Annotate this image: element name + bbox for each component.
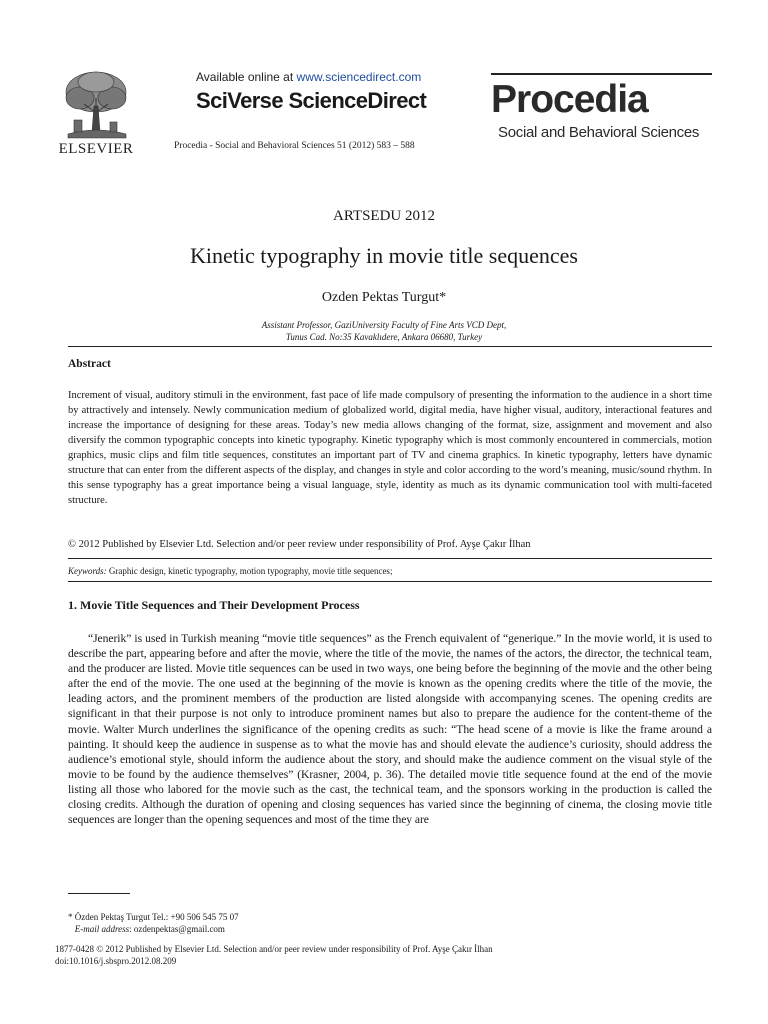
- footnote-rule: [68, 893, 130, 894]
- footnote-email: [68, 923, 239, 935]
- availability-line: [196, 70, 421, 84]
- email-label: E-mail address: [74, 924, 130, 934]
- journal-citation: Procedia - Social and Behavioral Sciences 51 (2012) 583 – 588: [174, 141, 415, 151]
- keywords-bottom-rule: [68, 581, 712, 582]
- doi-line: doi:10.1016/j.sbspro.2012.08.209: [55, 956, 177, 966]
- keywords-list: Graphic design, kinetic typography, motion typography, movie title sequences;: [106, 566, 393, 576]
- affiliation-line-2: Tunus Cad. No:35 Kavaklıdere, Ankara 06680, Turkey: [285, 332, 483, 342]
- issn-footer: [55, 943, 493, 967]
- journal-header-rule: [491, 73, 712, 75]
- section-1-heading: 1. Movie Title Sequences and Their Development Process: [68, 598, 360, 612]
- sciencedirect-link[interactable]: www.sciencedirect.com: [296, 70, 422, 84]
- abstract-copyright: © 2012 Published by Elsevier Ltd. Selection and/or peer review under responsibility of Prof. Ayşe Çakır İlhan: [68, 539, 531, 550]
- paper-author: Ozden Pektas Turgut*: [321, 290, 447, 305]
- keywords-label: Keywords:: [68, 566, 107, 576]
- availability-prefix: Available online at: [196, 70, 297, 84]
- section-1-paragraph: “Jenerik” is used in Turkish meaning “movie title sequences” as the French equivalent of “generique.” In the movie world, it is used to describe the part, appearing before and after the movie, where the title of the movie, the names of the actors, the director, the technical team, and the producer are listed. Movie title sequences can be used in two ways, one being before the beginning of the movie and the other being after the end of the movie. The one used at the beginning of the movie is known as the opening credits where the title of the movie, the leading actors, and the prominent members of the production are listed alongside with accompanying scenes. The opening credits are significant in that their purpose is not only to introduce prominent names but also to prepare the audience for the content-theme of the movie. Walter Murch underlines the significance of the opening credits as such: “The head scene of a movie is like the frame around a painting. It should keep the audience in suspense as to what the movie has and should elevate the audience’s curiosity, should address the audience’s emotional style, should inform the audience about the story, and should make the audience comment on the visual style of the movie to be found by the audience themselves” (Krasner, 2004, p. 36). The detailed movie title sequence found at the end of the movie listing all those who labored for the movie such as the cast, the technical team, and the sponsors working in the production is called the closing credits. Although the duration of opening and closing sequences has varied since the beginning of cinema, the closing movie title sequences are longer than the opening sequences and most of the time they are: [68, 632, 712, 827]
- author-footnote: [68, 911, 239, 935]
- issn-line: 1877-0428 © 2012 Published by Elsevier Ltd. Selection and/or peer review under responsibility of Prof. Ayşe Çakır İlhan: [55, 944, 493, 954]
- paper-title: Kinetic typography in movie title sequences: [190, 243, 578, 268]
- author-affiliation: [0, 319, 768, 343]
- keywords-line: [68, 566, 712, 576]
- email-value: : ozdenpektas@gmail.com: [129, 924, 225, 934]
- conference-name: ARTSEDU 2012: [332, 208, 436, 224]
- affiliation-line-1: Assistant Professor, GaziUniversity Faculty of Fine Arts VCD Dept,: [261, 320, 507, 330]
- journal-subtitle: Social and Behavioral Sciences: [498, 124, 700, 141]
- abstract-heading: Abstract: [68, 358, 111, 370]
- journal-name: Procedia: [491, 78, 648, 121]
- abstract-text: Increment of visual, auditory stimuli in the environment, fast pace of life made compulsory of presenting the information to the audience in a short time by attractively and intensely. Newly communication medium of globalized world, digital media, have higher visual, auditory, interactional features and increase the importance of designing for these areas. Today’s new media allows changing of the format, size, assignment and movement and also diversify the common typographic concepts into kinetic typography. Kinetic typography which is most commonly encountered in commercials, motion graphics, music clips and film title sequences, constitutes an important part of TV and cinema graphics. In kinetic typography, letters have dynamic structure that can enter from the different aspects of the display, and changes in style and color according to the word’s meaning, music/sound rhythm. In this sense typography has a great importance being a visual language, style, identity as much as its dynamic communication tool with multi-faceted structure.: [68, 390, 712, 506]
- keywords-top-rule: [68, 558, 712, 559]
- footnote-contact: * Özden Pektaş Turgut Tel.: +90 506 545 75 07: [68, 912, 239, 922]
- publisher-wordmark: ELSEVIER: [58, 141, 134, 157]
- abstract-top-rule: [68, 346, 712, 347]
- sciverse-logo-text: SciVerse ScienceDirect: [196, 88, 427, 113]
